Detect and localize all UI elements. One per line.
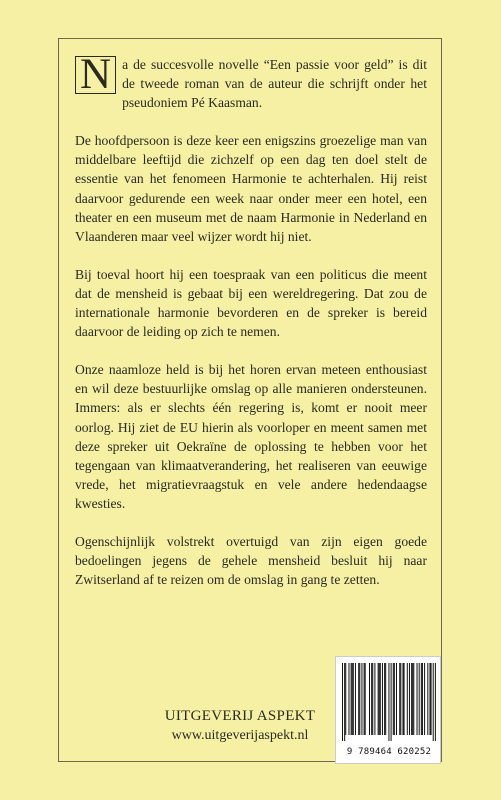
publisher-url: www.uitgeverijaspekt.nl [171, 728, 309, 743]
blurb-paragraph-3: Bij toeval hoort hij een toespraak van een politicus die meent dat de mensheid is gebaat bij een wereldregering. Dat zou de internationale harmonie bevorderen en de spreker is bereid daarvoor de leiding op zich te nemen. [75, 266, 427, 340]
isbn-digits: 9 789464 620252 [346, 747, 432, 757]
blurb-paragraph-1: N a de succesvolle novelle “Een passie voor geld” is dit de tweede roman van de auteur die schrijft onder het pseudoniem Pé Kaasman. [75, 55, 427, 112]
drop-cap: N [75, 56, 116, 94]
publisher-block [150, 706, 330, 746]
isbn-barcode [335, 656, 441, 764]
blurb-paragraph-2: De hoofdpersoon is deze keer een enigszins groezelige man van middelbare leeftijd die zichzelf op een dag ten doel stelt de essentie van het fenomeen Harmonie te achterhalen. Hij reist daarvoor gedurende een week naar onder meer een hotel, een theater en een museum met de naam Harmonie in Nederland en Vlaanderen maar veel wijzer wordt hij niet. [75, 133, 427, 244]
publisher-name: UITGEVERIJ ASPEKT [164, 708, 316, 724]
blurb-text [75, 51, 427, 608]
blurb-paragraph-4: Onze naamloze held is bij het horen ervan meteen enthousiast en wil deze bestuurlijke omslag op alle manieren ondersteunen. Immers: als er slechts één regering is, komt er nooit meer oorlog. Hij ziet de EU hierin als voorloper en meent samen met deze spreker uit Oekraïne de oplossing te hebben voor het tegengaan van klimaatverandering, het realiseren van eeuwige vrede, het migratievraagstuk en vele andere hedendaagse kwesties. [75, 362, 427, 511]
barcode-bars-icon [342, 663, 436, 741]
blurb-paragraph-5: Ogenschijnlijk volstrekt overtuigd van zijn eigen goede bedoelingen jegens de gehele mensheid besluit hij naar Zwitserland af te reizen om de omslag in gang te zetten. [75, 533, 427, 588]
